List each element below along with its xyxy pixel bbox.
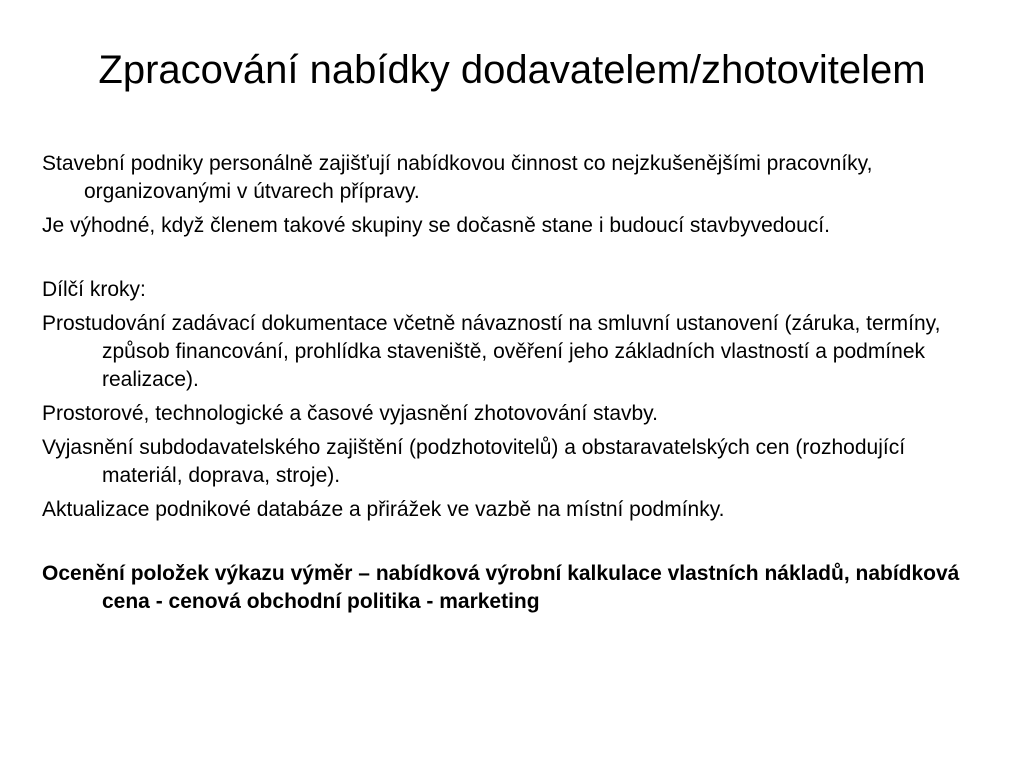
paragraph-step-database: Aktualizace podnikové databáze a přirážek ve vazbě na místní podmínky. [42, 498, 725, 521]
paragraph-staffing: Stavební podniky personálně zajišťují nabídkovou činnost co nejzkušenějšími pracovníky, organizovanými v útvarech přípravy. [42, 152, 873, 203]
slide-body [42, 150, 982, 622]
paragraph-pricing-summary: Ocenění položek výkazu výměr – nabídková výrobní kalkulace vlastních nákladů, nabídková cena - cenová obchodní politika - marketing [42, 562, 960, 613]
slide-title: Zpracování nabídky dodavatelem/zhotovitelem [98, 48, 926, 92]
paragraph-step-subcontractors: Vyjasnění subdodavatelského zajištění (podzhotovitelů) a obstaravatelských cen (rozhodující materiál, doprava, stroje). [42, 436, 906, 487]
paragraph-site-manager: Je výhodné, když členem takové skupiny se dočasně stane i budoucí stavbyvedoucí. [42, 214, 830, 237]
spacer [42, 246, 982, 276]
spacer [42, 530, 982, 560]
paragraph-steps-heading: Dílčí kroky: [42, 278, 146, 301]
paragraph-step-clarification: Prostorové, technologické a časové vyjasnění zhotovování stavby. [42, 402, 658, 425]
paragraph-step-documentation: Prostudování zadávací dokumentace včetně návazností na smluvní ustanovení (záruka, termíny, způsob financování, prohlídka staveniště, ověření jeho základních vlastností a podmínek realizace). [42, 312, 941, 391]
